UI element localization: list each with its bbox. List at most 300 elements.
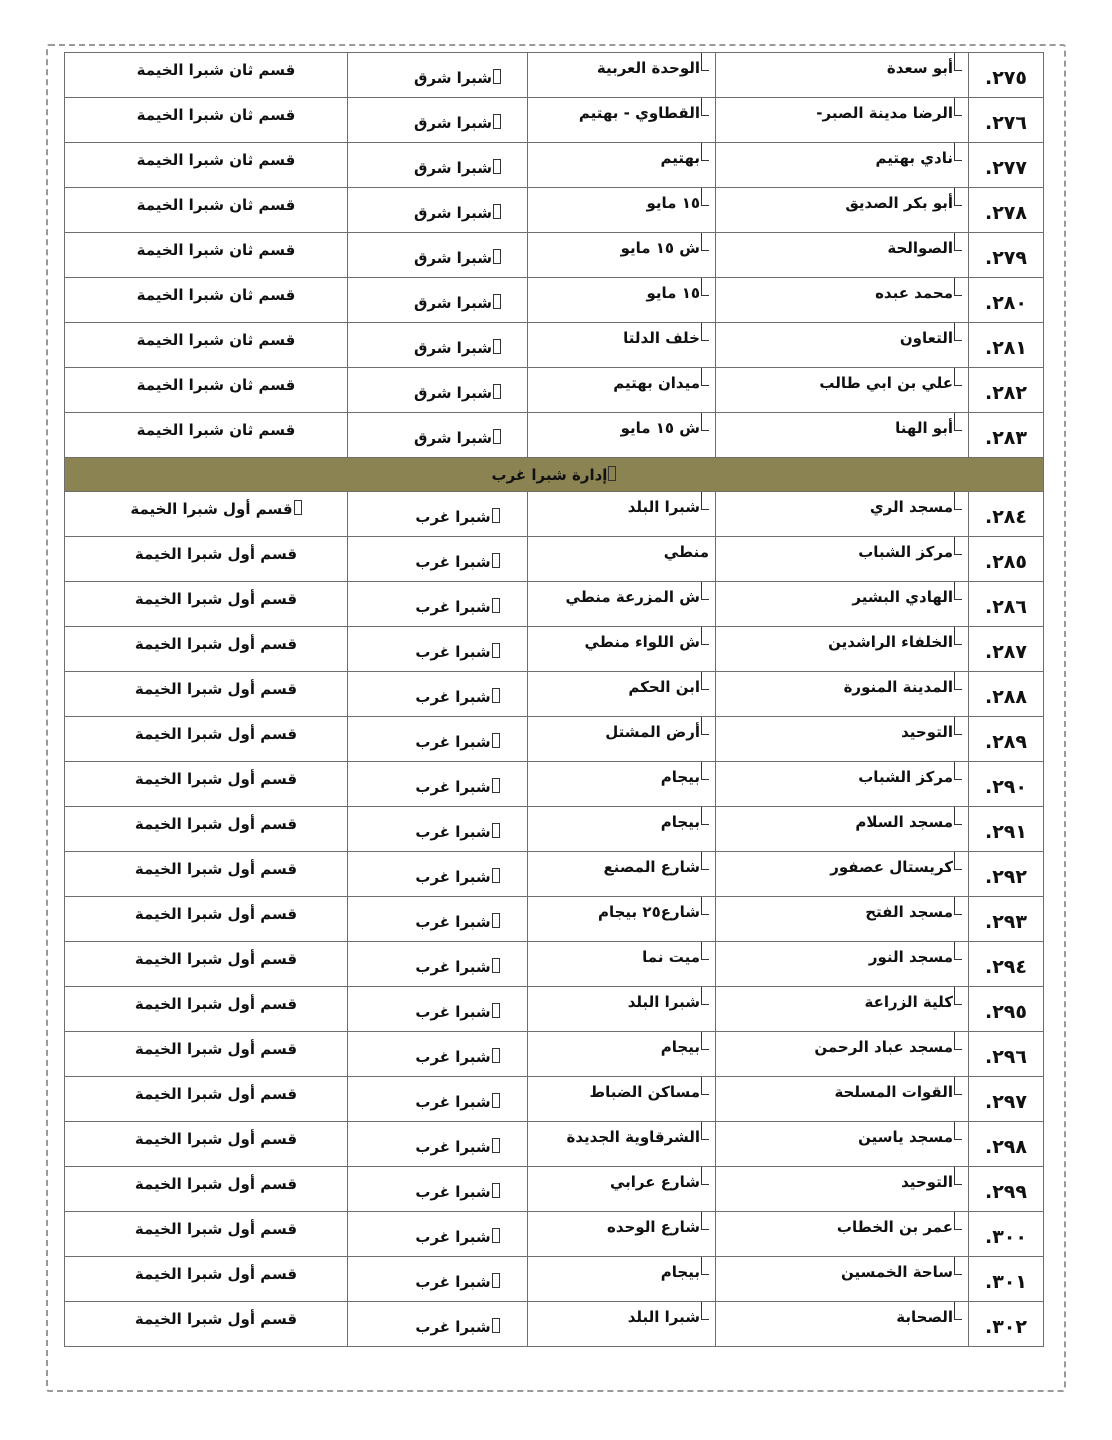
row-number: ٢٨٥.: [984, 551, 1027, 573]
police-department: قسم ثان شبرا الخيمة: [136, 106, 296, 124]
checkbox-glyph-icon: [954, 1257, 962, 1275]
checkbox-glyph-icon: [954, 627, 962, 645]
location-address: القطاوي - بهتيم: [578, 104, 700, 122]
checkbox-glyph-icon: [954, 323, 962, 341]
location-name-cell: [716, 942, 969, 987]
police-department-cell: [65, 1167, 348, 1212]
location-name: الهادي البشير: [852, 588, 953, 606]
table-row: [65, 1032, 1044, 1077]
police-department-cell: [65, 278, 348, 323]
checkbox-glyph-icon: [954, 717, 962, 735]
location-address-cell: [528, 98, 716, 143]
location-address-cell: [528, 1167, 716, 1212]
row-number-cell: [969, 717, 1044, 762]
police-department-cell: [65, 762, 348, 807]
checkbox-glyph-icon: [492, 823, 500, 838]
police-department-cell: [65, 1257, 348, 1302]
police-department-cell: [65, 1122, 348, 1167]
row-number: ٢٨٦.: [984, 596, 1027, 618]
checkbox-glyph-icon: [492, 688, 500, 703]
location-name: مسجد عباد الرحمن: [814, 1038, 953, 1056]
police-department-cell: [65, 143, 348, 188]
row-number-cell: [969, 368, 1044, 413]
administration-cell: [348, 1257, 528, 1302]
table-row: [65, 233, 1044, 278]
row-number-cell: [969, 413, 1044, 458]
police-department-cell: [65, 582, 348, 627]
checkbox-glyph-icon: [493, 339, 501, 354]
administration-cell: [348, 1302, 528, 1347]
checkbox-glyph-icon: [492, 643, 500, 658]
checkbox-glyph-icon: [954, 1302, 962, 1320]
administration-cell: [348, 143, 528, 188]
location-name: التوحيد: [901, 723, 953, 741]
location-address: شارع٢٥ بيجام: [598, 903, 700, 921]
section-header-row: [65, 458, 1044, 492]
police-department: قسم أول شبرا الخيمة: [134, 1175, 298, 1193]
row-number-cell: [969, 1077, 1044, 1122]
administration-cell: [348, 53, 528, 98]
administration-cell: [348, 1077, 528, 1122]
location-name: التعاون: [899, 329, 953, 347]
police-department: قسم ثان شبرا الخيمة: [136, 376, 296, 394]
location-address-cell: [528, 1032, 716, 1077]
administration-cell: [348, 897, 528, 942]
checkbox-glyph-icon: [954, 1077, 962, 1095]
checkbox-glyph-icon: [954, 852, 962, 870]
police-department-cell: [65, 1032, 348, 1077]
police-department: قسم أول شبرا الخيمة: [134, 545, 298, 563]
checkbox-glyph-icon: [701, 852, 709, 870]
row-number-cell: [969, 897, 1044, 942]
police-department-cell: [65, 413, 348, 458]
checkbox-glyph-icon: [701, 233, 709, 251]
checkbox-glyph-icon: [492, 1048, 500, 1063]
row-number-cell: [969, 143, 1044, 188]
location-address: شارع الوحده: [607, 1218, 700, 1236]
checkbox-glyph-icon: [701, 1032, 709, 1050]
checkbox-glyph-icon: [701, 897, 709, 915]
location-address-cell: [528, 672, 716, 717]
location-name-cell: [716, 627, 969, 672]
row-number: ٢٧٩.: [984, 247, 1027, 269]
police-department: قسم ثان شبرا الخيمة: [136, 331, 296, 349]
location-name: نادي بهتيم: [875, 149, 953, 167]
checkbox-glyph-icon: [492, 913, 500, 928]
checkbox-glyph-icon: [493, 204, 501, 219]
location-address-cell: [528, 942, 716, 987]
location-name-cell: [716, 1302, 969, 1347]
location-name-cell: [716, 537, 969, 582]
police-department-cell: [65, 53, 348, 98]
checkbox-glyph-icon: [954, 143, 962, 161]
location-address: شارع عرابي: [609, 1173, 700, 1191]
administration: شبرا شرق: [413, 204, 493, 222]
location-address: شارع المصنع: [603, 858, 700, 876]
administration: شبرا شرق: [413, 114, 493, 132]
section-title-cell: [65, 458, 1044, 492]
checkbox-glyph-icon: [701, 188, 709, 206]
location-address-cell: [528, 143, 716, 188]
checkbox-glyph-icon: [954, 1167, 962, 1185]
police-department: قسم أول شبرا الخيمة: [134, 635, 298, 653]
location-name-cell: [716, 492, 969, 537]
location-address: ميت نما: [642, 948, 700, 966]
location-address-cell: [528, 1302, 716, 1347]
table-row: [65, 537, 1044, 582]
administration-cell: [348, 1032, 528, 1077]
location-address: ش المزرعة منطي: [565, 588, 700, 606]
location-address: ش ١٥ مايو: [620, 419, 700, 437]
police-department: قسم أول شبرا الخيمة: [134, 815, 298, 833]
administration-cell: [348, 987, 528, 1032]
row-number: ٣٠٢.: [984, 1316, 1027, 1338]
police-department: قسم أول شبرا الخيمة: [134, 1310, 298, 1328]
location-name: مسجد السلام: [855, 813, 953, 831]
administration: شبرا شرق: [413, 429, 493, 447]
police-department: قسم ثان شبرا الخيمة: [136, 196, 296, 214]
table-row: [65, 143, 1044, 188]
location-address-cell: [528, 323, 716, 368]
location-name: المدينة المنورة: [843, 678, 953, 696]
location-name: الصوالحة: [887, 239, 953, 257]
checkbox-glyph-icon: [954, 1032, 962, 1050]
table-row: [65, 98, 1044, 143]
location-name: ساحة الخمسين: [840, 1263, 953, 1281]
location-name-cell: [716, 582, 969, 627]
location-name-cell: [716, 717, 969, 762]
location-address: شبرا البلد: [627, 498, 700, 516]
administration: شبرا غرب: [415, 1048, 491, 1066]
row-number-cell: [969, 942, 1044, 987]
location-address: الوحدة العربية: [596, 59, 700, 77]
administration: شبرا غرب: [415, 823, 491, 841]
location-name-cell: [716, 1167, 969, 1212]
administration: شبرا غرب: [415, 688, 491, 706]
location-address: شبرا البلد: [627, 993, 700, 1011]
row-number: ٢٨٢.: [984, 382, 1027, 404]
row-number-cell: [969, 987, 1044, 1032]
checkbox-glyph-icon: [701, 492, 709, 510]
checkbox-glyph-icon: [492, 553, 500, 568]
location-address-cell: [528, 278, 716, 323]
checkbox-glyph-icon: [493, 69, 501, 84]
row-number: ٢٨٩.: [984, 731, 1027, 753]
row-number: ٢٨٣.: [984, 427, 1027, 449]
administration-cell: [348, 368, 528, 413]
police-department-cell: [65, 807, 348, 852]
table-row: [65, 1122, 1044, 1167]
checkbox-glyph-icon: [701, 1077, 709, 1095]
row-number-cell: [969, 323, 1044, 368]
location-name: مسجد النور: [868, 948, 953, 966]
checkbox-glyph-icon: [493, 159, 501, 174]
table-row: [65, 762, 1044, 807]
location-name: الخلفاء الراشدين: [828, 633, 953, 651]
location-name-cell: [716, 98, 969, 143]
administration-cell: [348, 717, 528, 762]
police-department-cell: [65, 492, 348, 537]
checkbox-glyph-icon: [492, 778, 500, 793]
checkbox-glyph-icon: [492, 958, 500, 973]
location-address-cell: [528, 492, 716, 537]
checkbox-glyph-icon: [492, 1003, 500, 1018]
police-department: قسم أول شبرا الخيمة: [134, 725, 298, 743]
checkbox-glyph-icon: [701, 807, 709, 825]
checkbox-glyph-icon: [954, 98, 962, 116]
location-name: علي بن ابي طالب: [819, 374, 953, 392]
location-address-cell: [528, 1122, 716, 1167]
table-row: [65, 942, 1044, 987]
location-address: بيجام: [660, 1263, 700, 1281]
checkbox-glyph-icon: [701, 323, 709, 341]
row-number-cell: [969, 672, 1044, 717]
police-department-cell: [65, 537, 348, 582]
location-address: أرض المشتل: [605, 723, 700, 741]
police-department-cell: [65, 1212, 348, 1257]
location-address: شبرا البلد: [627, 1308, 700, 1326]
administration-cell: [348, 1167, 528, 1212]
location-name-cell: [716, 413, 969, 458]
checkbox-glyph-icon: [701, 143, 709, 161]
row-number-cell: [969, 1167, 1044, 1212]
row-number: ٢٧٨.: [984, 202, 1027, 224]
table-row: [65, 672, 1044, 717]
checkbox-glyph-icon: [492, 868, 500, 883]
checkbox-glyph-icon: [493, 384, 501, 399]
row-number-cell: [969, 627, 1044, 672]
table-row: [65, 492, 1044, 537]
location-name: مسجد ياسين: [858, 1128, 953, 1146]
administration-cell: [348, 1122, 528, 1167]
police-department: قسم ثان شبرا الخيمة: [136, 421, 296, 439]
location-name-cell: [716, 762, 969, 807]
police-department-cell: [65, 897, 348, 942]
table-row: [65, 1167, 1044, 1212]
location-address-cell: [528, 852, 716, 897]
row-number-cell: [969, 1212, 1044, 1257]
location-name-cell: [716, 987, 969, 1032]
location-name: كريستال عصفور: [830, 858, 953, 876]
administration: شبرا غرب: [415, 733, 491, 751]
checkbox-glyph-icon: [954, 807, 962, 825]
checkbox-glyph-icon: [492, 1318, 500, 1333]
table-row: [65, 1302, 1044, 1347]
row-number: ٣٠١.: [984, 1271, 1027, 1293]
location-name-cell: [716, 323, 969, 368]
administration-cell: [348, 537, 528, 582]
row-number: ٢٨١.: [984, 337, 1027, 359]
location-name: مسجد الري: [869, 498, 953, 516]
row-number: ٢٧٧.: [984, 157, 1027, 179]
location-address: ابن الحكم: [628, 678, 700, 696]
administration-cell: [348, 233, 528, 278]
police-department-cell: [65, 368, 348, 413]
police-department: قسم أول شبرا الخيمة: [134, 905, 298, 923]
location-name: أبو سعدة: [886, 59, 953, 77]
police-department: قسم أول شبرا الخيمة: [134, 1220, 298, 1238]
location-name-cell: [716, 53, 969, 98]
police-department-cell: [65, 98, 348, 143]
location-name: مسجد الفتح: [865, 903, 953, 921]
table-row: [65, 627, 1044, 672]
checkbox-glyph-icon: [701, 582, 709, 600]
location-name-cell: [716, 143, 969, 188]
location-address-cell: [528, 1077, 716, 1122]
police-department: قسم ثان شبرا الخيمة: [136, 286, 296, 304]
row-number: ٢٨٤.: [984, 506, 1027, 528]
checkbox-glyph-icon: [954, 53, 962, 71]
checkbox-glyph-icon: [492, 1138, 500, 1153]
checkbox-glyph-icon: [701, 987, 709, 1005]
administration-cell: [348, 672, 528, 717]
administration-cell: [348, 807, 528, 852]
checkbox-glyph-icon: [954, 762, 962, 780]
table-row: [65, 897, 1044, 942]
location-name: أبو الهنا: [895, 419, 953, 437]
row-number-cell: [969, 98, 1044, 143]
location-address-cell: [528, 188, 716, 233]
police-department: قسم أول شبرا الخيمة: [134, 1085, 298, 1103]
police-department: قسم أول شبرا الخيمة: [134, 680, 298, 698]
location-name: القوات المسلحة: [834, 1083, 953, 1101]
checkbox-glyph-icon: [954, 413, 962, 431]
checkbox-glyph-icon: [954, 537, 962, 555]
location-address: ميدان بهتيم: [613, 374, 700, 392]
row-number: ٢٨٠.: [984, 292, 1027, 314]
table-row: [65, 1077, 1044, 1122]
table-row: [65, 278, 1044, 323]
location-address-cell: [528, 762, 716, 807]
location-address: ش ١٥ مايو: [620, 239, 700, 257]
police-department: قسم أول شبرا الخيمة: [134, 1040, 298, 1058]
police-department-cell: [65, 627, 348, 672]
row-number: ٢٩٣.: [984, 911, 1027, 933]
row-number-cell: [969, 233, 1044, 278]
location-address-cell: [528, 413, 716, 458]
location-name: محمد عبده: [875, 284, 953, 302]
row-number-cell: [969, 537, 1044, 582]
administration: شبرا غرب: [415, 1093, 491, 1111]
row-number: ٢٩٥.: [984, 1001, 1027, 1023]
police-department-cell: [65, 233, 348, 278]
administration: شبرا غرب: [415, 1138, 491, 1156]
administration-cell: [348, 627, 528, 672]
checkbox-glyph-icon: [954, 188, 962, 206]
location-name-cell: [716, 1122, 969, 1167]
location-name-cell: [716, 897, 969, 942]
row-number: ٢٩٢.: [984, 866, 1027, 888]
checkbox-glyph-icon: [701, 98, 709, 116]
location-name: كلية الزراعة: [864, 993, 953, 1011]
checkbox-glyph-icon: [954, 1212, 962, 1230]
checkbox-glyph-icon: [954, 278, 962, 296]
table-row: [65, 323, 1044, 368]
police-department: قسم ثان شبرا الخيمة: [136, 151, 296, 169]
location-address-cell: [528, 627, 716, 672]
administration-cell: [348, 492, 528, 537]
checkbox-glyph-icon: [492, 598, 500, 613]
checkbox-glyph-icon: [492, 1183, 500, 1198]
administration-cell: [348, 582, 528, 627]
table: [64, 52, 1044, 1347]
row-number-cell: [969, 762, 1044, 807]
administration: شبرا غرب: [415, 778, 491, 796]
row-number: ٢٩٩.: [984, 1181, 1027, 1203]
table-row: [65, 368, 1044, 413]
checkbox-glyph-icon: [294, 500, 302, 515]
administration-cell: [348, 852, 528, 897]
police-department-cell: [65, 852, 348, 897]
location-name-cell: [716, 1032, 969, 1077]
row-number: ٢٩٧.: [984, 1091, 1027, 1113]
location-name: مركز الشباب: [858, 768, 953, 786]
location-name: الرضا مدينة الصبر-: [816, 104, 953, 122]
row-number: ٢٧٦.: [984, 112, 1027, 134]
checkbox-glyph-icon: [493, 114, 501, 129]
table-row: [65, 1257, 1044, 1302]
location-name-cell: [716, 852, 969, 897]
location-address-cell: [528, 1257, 716, 1302]
police-department-cell: [65, 942, 348, 987]
location-address: بيجام: [660, 768, 700, 786]
location-name-cell: [716, 188, 969, 233]
row-number-cell: [969, 1122, 1044, 1167]
checkbox-glyph-icon: [701, 368, 709, 386]
table-row: [65, 1212, 1044, 1257]
checkbox-glyph-icon: [493, 294, 501, 309]
police-department-cell: [65, 672, 348, 717]
administration: شبرا غرب: [415, 1228, 491, 1246]
location-name-cell: [716, 672, 969, 717]
table-row: [65, 852, 1044, 897]
police-department-cell: [65, 987, 348, 1032]
location-name: التوحيد: [901, 1173, 953, 1191]
checkbox-glyph-icon: [954, 582, 962, 600]
location-address: بيجام: [660, 813, 700, 831]
row-number-cell: [969, 1302, 1044, 1347]
location-address-cell: [528, 1212, 716, 1257]
location-address-cell: [528, 53, 716, 98]
row-number: ٢٩٦.: [984, 1046, 1027, 1068]
location-address-cell: [528, 233, 716, 278]
location-address: منطي: [663, 543, 709, 561]
administration: شبرا شرق: [413, 249, 493, 267]
table-row: [65, 413, 1044, 458]
location-name: الصحابة: [896, 1308, 953, 1326]
checkbox-glyph-icon: [954, 233, 962, 251]
location-address: ١٥ مايو: [646, 194, 700, 212]
row-number-cell: [969, 53, 1044, 98]
location-name-cell: [716, 1077, 969, 1122]
police-department-cell: [65, 188, 348, 233]
administration: شبرا غرب: [415, 508, 491, 526]
location-address: الشرقاوية الجديدة: [566, 1128, 700, 1146]
checkbox-glyph-icon: [701, 1302, 709, 1320]
checkbox-glyph-icon: [954, 897, 962, 915]
administration: شبرا غرب: [415, 643, 491, 661]
administration: شبرا شرق: [413, 294, 493, 312]
location-address: مساكن الضباط: [589, 1083, 700, 1101]
administration: شبرا شرق: [413, 384, 493, 402]
location-address-cell: [528, 807, 716, 852]
checkbox-glyph-icon: [701, 627, 709, 645]
table-row: [65, 582, 1044, 627]
row-number: ٢٩٤.: [984, 956, 1027, 978]
checkbox-glyph-icon: [492, 1273, 500, 1288]
location-name: مركز الشباب: [858, 543, 953, 561]
row-number: ٢٩١.: [984, 821, 1027, 843]
